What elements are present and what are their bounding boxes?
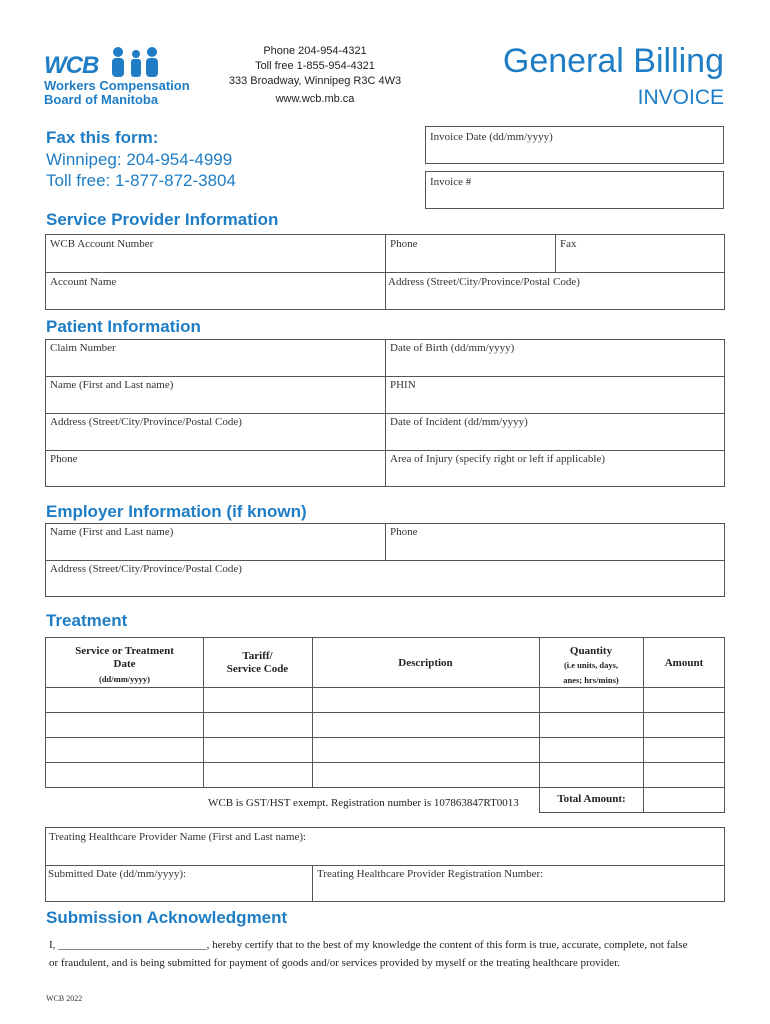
provider-fax-label: Fax — [560, 238, 577, 250]
invoice-number-label: Invoice # — [430, 176, 472, 188]
patient-injury-field[interactable] — [386, 451, 724, 487]
col-header-tariff — [203, 650, 312, 676]
footer-code: WCB 2022 — [46, 994, 83, 1003]
treatment-row[interactable] — [46, 763, 724, 787]
total-amount-label: Total Amount: — [557, 793, 626, 805]
page-title: General Billing — [502, 42, 724, 80]
col-tariff-line1: Tariff/ — [242, 650, 273, 662]
patient-claim-label: Claim Number — [50, 342, 116, 354]
contact-tollfree: Toll free 1-855-954-4321 — [255, 60, 375, 72]
employer-address-label: Address (Street/City/Province/Postal Code) — [50, 563, 242, 575]
treatment-row[interactable] — [46, 713, 724, 737]
col-date-line1: Service or Treatment — [75, 645, 174, 657]
patient-address-label: Address (Street/City/Province/Postal Code) — [50, 416, 242, 428]
col-qty-line3: anes; hrs/mins) — [563, 675, 619, 685]
wcb-logo — [44, 46, 204, 106]
employer-name-field[interactable] — [46, 524, 385, 560]
treatment-row[interactable] — [46, 738, 724, 762]
col-header-description: Description — [398, 657, 453, 669]
provider-phone-label: Phone — [390, 238, 418, 250]
fax-winnipeg: Winnipeg: 204-954-4999 — [46, 150, 233, 169]
gst-note: WCB is GST/HST exempt. Registration number is 107863847RT0013 — [208, 797, 519, 809]
registration-number-label: Treating Healthcare Provider Registration Number: — [317, 868, 544, 880]
logo-abbr: WCB — [44, 52, 99, 79]
invoice-date-field[interactable] — [425, 126, 724, 164]
registration-number-field[interactable] — [313, 866, 724, 901]
patient-incident-field[interactable] — [386, 414, 724, 450]
page-subtitle: INVOICE — [637, 86, 724, 109]
provider-address-field[interactable] — [386, 273, 724, 309]
col-qty-line1: Quantity — [569, 645, 613, 657]
fax-tollfree: Toll free: 1-877-872-3804 — [46, 171, 236, 190]
provider-fax-field[interactable] — [556, 235, 724, 272]
fax-heading: Fax this form: — [46, 128, 159, 147]
healthcare-provider-name-label: Treating Healthcare Provider Name (First and Last name): — [49, 831, 307, 843]
treatment-row[interactable] — [46, 688, 724, 712]
people-logo-icon — [106, 46, 196, 78]
employer-phone-label: Phone — [390, 526, 418, 538]
provider-account-name-field[interactable] — [46, 273, 385, 309]
patient-claim-field[interactable] — [46, 340, 385, 376]
patient-address-field[interactable] — [46, 414, 385, 450]
provider-address-label: Address (Street/City/Province/Postal Code) — [388, 276, 580, 288]
logo-name-line2: Board of Manitoba — [44, 92, 159, 107]
contact-address: 333 Broadway, Winnipeg R3C 4W3 — [228, 75, 402, 87]
col-header-amount: Amount — [664, 657, 704, 669]
provider-phone-field[interactable] — [386, 235, 555, 272]
patient-name-label: Name (First and Last name) — [50, 379, 174, 391]
provider-heading: Service Provider Information — [46, 210, 279, 229]
col-qty-line2: (i.e units, days, — [563, 660, 619, 670]
treatment-heading: Treatment — [46, 611, 128, 630]
col-date-line3: (dd/mm/yyyy) — [99, 674, 150, 684]
invoice-number-field[interactable] — [425, 171, 724, 209]
acknowledgment-line1: I, ___________________________, hereby certify that to the best of my knowledge the content of this form is true, accurate, complete, not false — [49, 939, 688, 951]
logo-name-line1: Workers Compensation — [44, 78, 190, 93]
employer-phone-field[interactable] — [386, 524, 724, 560]
patient-dob-field[interactable] — [386, 340, 724, 376]
patient-injury-label: Area of Injury (specify right or left if applicable) — [390, 453, 606, 465]
employer-heading: Employer Information (if known) — [46, 502, 307, 521]
acknowledgment-heading: Submission Acknowledgment — [46, 908, 288, 927]
submitted-date-field[interactable] — [46, 866, 312, 901]
col-tariff-line2: Service Code — [226, 663, 289, 675]
employer-name-label: Name (First and Last name) — [50, 526, 174, 538]
col-date-line2: Date — [113, 658, 136, 670]
employer-address-field[interactable] — [46, 561, 724, 596]
patient-phone-label: Phone — [50, 453, 78, 465]
patient-phone-field[interactable] — [46, 451, 385, 487]
patient-phin-field[interactable] — [386, 377, 724, 413]
healthcare-provider-name-field[interactable] — [46, 828, 724, 865]
provider-account-number-field[interactable] — [46, 235, 385, 272]
acknowledgment-line2: or fraudulent, and is being submitted for payment of goods and/or services provided by myself or the treating healthcare provider. — [49, 957, 620, 969]
patient-name-field[interactable] — [46, 377, 385, 413]
patient-phin-label: PHIN — [390, 379, 416, 391]
contact-block — [215, 44, 415, 107]
contact-web[interactable]: www.wcb.mb.ca — [275, 93, 355, 105]
col-header-quantity — [539, 645, 643, 687]
invoice-date-label: Invoice Date (dd/mm/yyyy) — [430, 131, 553, 143]
patient-incident-label: Date of Incident (dd/mm/yyyy) — [390, 416, 528, 428]
submitted-date-label: Submitted Date (dd/mm/yyyy): — [48, 868, 187, 880]
col-header-date — [46, 645, 203, 686]
patient-heading: Patient Information — [46, 317, 201, 336]
provider-account-name-label: Account Name — [50, 276, 117, 288]
provider-account-number-label: WCB Account Number — [50, 238, 154, 250]
total-amount-field[interactable] — [644, 788, 724, 812]
contact-phone: Phone 204-954-4321 — [263, 45, 367, 57]
patient-dob-label: Date of Birth (dd/mm/yyyy) — [390, 342, 515, 354]
